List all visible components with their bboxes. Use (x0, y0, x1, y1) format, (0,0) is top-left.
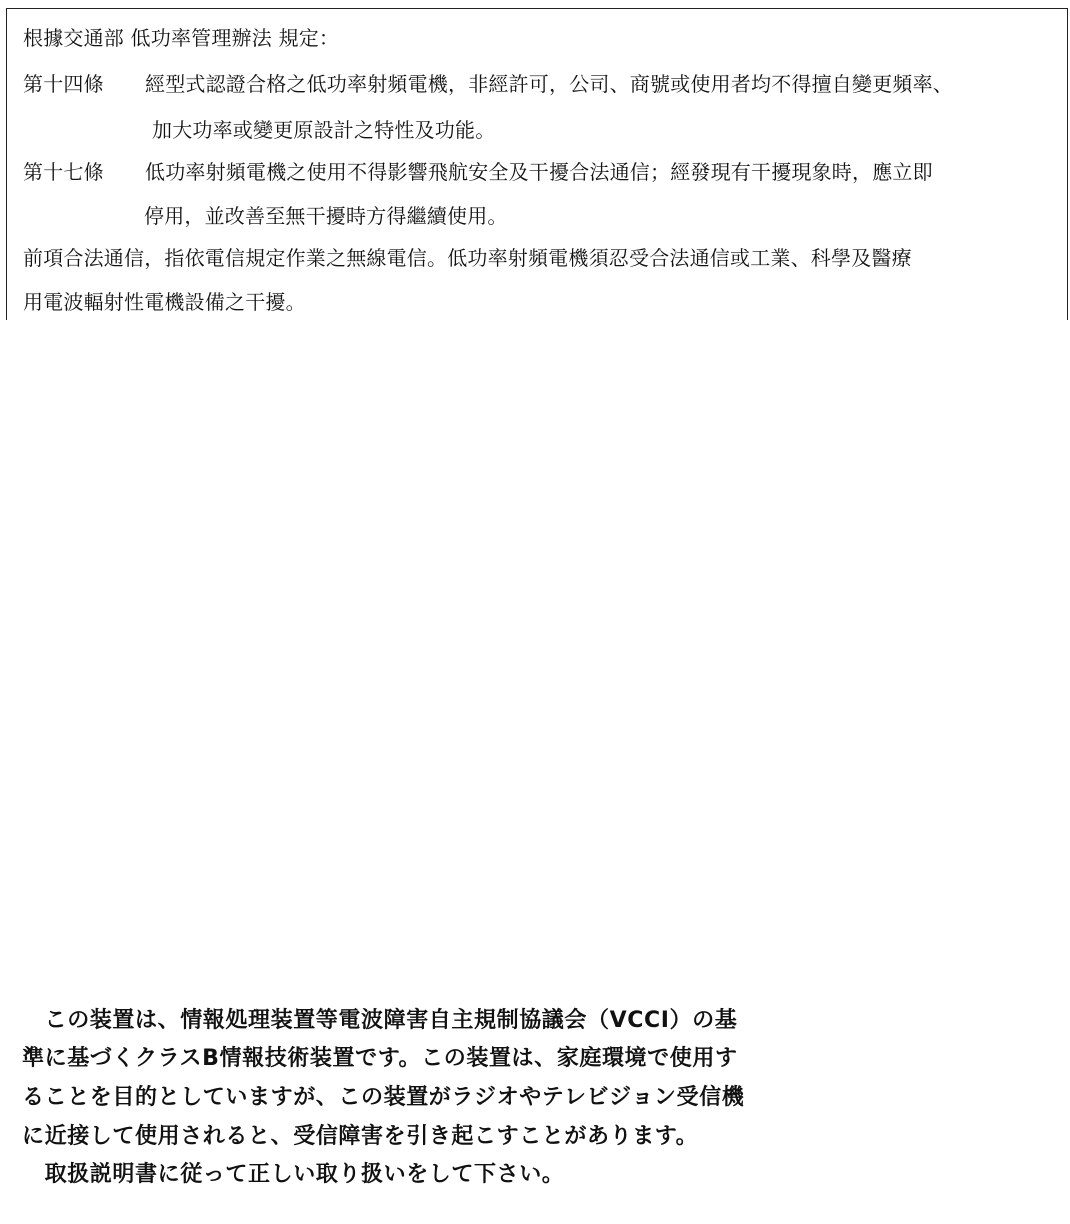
footnote-text-1: 前項合法通信，指依電信規定作業之無線電信。低功率射頻電機須忍受合法通信或工業、科學及醫療 (23, 246, 912, 270)
article-17-label: 第十七條 (23, 160, 104, 184)
article-14-line-1 (23, 71, 953, 97)
notice-intro (23, 25, 339, 51)
article-17-text-1: 低功率射頻電機之使用不得影響飛航安全及干擾合法通信；經發現有干擾現象時，應立即 (145, 160, 933, 184)
vcci-line-2: 準に基づくクラスB情報技術装置です。この装置は、家庭環境で使用す (22, 1046, 738, 1071)
vcci-line-3: ることを目的としていますが、この装置がラジオやテレビジョン受信機 (22, 1085, 745, 1110)
footnote-line-1 (23, 245, 912, 271)
vcci-line-1: この装置は、情報処理装置等電波障害自主規制協議会（VCCI）の基 (22, 1008, 738, 1033)
article-17-line-2 (144, 203, 508, 229)
taiwan-ncc-notice (6, 8, 1068, 320)
article-14-line-2 (152, 117, 495, 143)
footnote-line-2 (23, 289, 306, 315)
article-17-text-2: 停用，並改善至無干擾時方得繼續使用。 (144, 204, 508, 228)
article-14-text-1: 經型式認證合格之低功率射頻電機，非經許可，公司、商號或使用者均不得擅自變更頻率、 (145, 72, 953, 96)
notice-intro-text: 根據交通部 低功率管理辦法 規定： (23, 26, 340, 50)
article-17-line-1 (23, 159, 933, 185)
vcci-line-4: に近接して使用されると、受信障害を引き起こすことがあります。 (22, 1124, 699, 1149)
article-14-text-2: 加大功率或變更原設計之特性及功能。 (152, 118, 496, 142)
footnote-text-2: 用電波輻射性電機設備之干擾。 (23, 290, 306, 314)
vcci-line-5: 取扱説明書に従って正しい取り扱いをして下さい。 (22, 1162, 565, 1187)
article-14-label: 第十四條 (23, 72, 104, 96)
